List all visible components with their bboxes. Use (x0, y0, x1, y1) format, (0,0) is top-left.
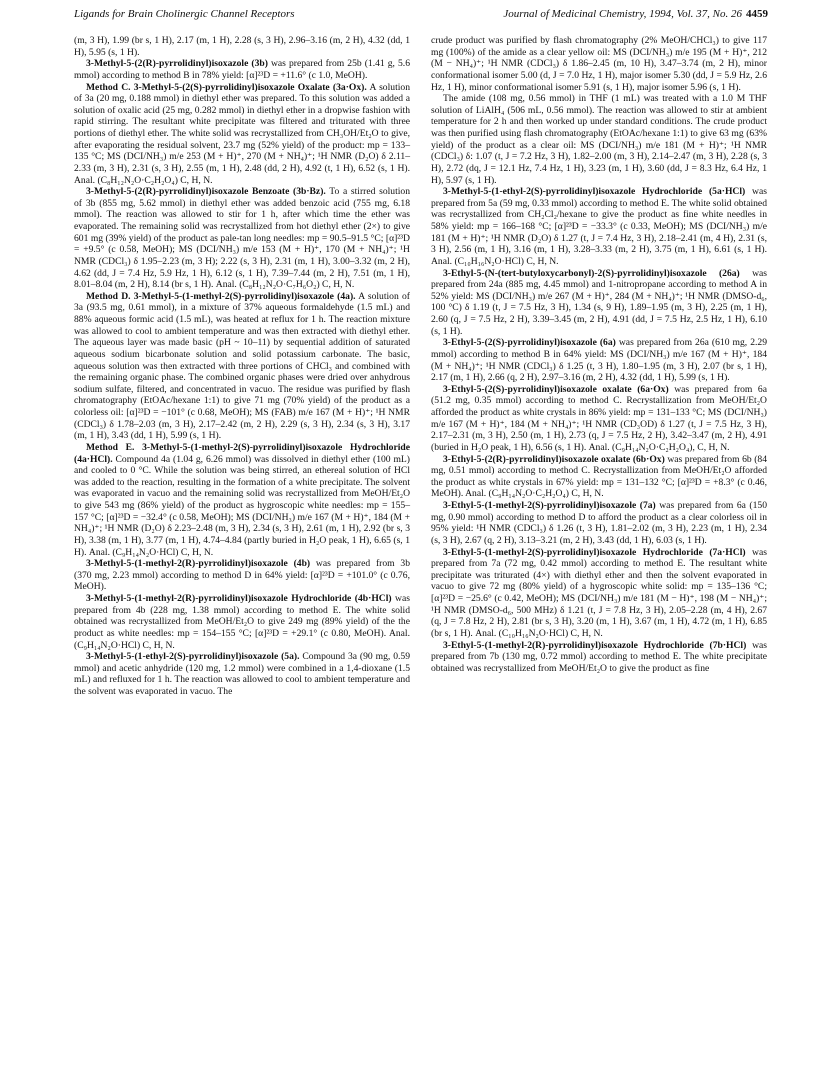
paragraph (431, 384, 767, 454)
paragraph-title: 3-Methyl-5-(1-ethyl-2(S)-pyrrolidinyl)isoxazole Hydrochloride (5a·HCl) (443, 186, 746, 198)
paragraph-body: To a stirred solution of 3b (855 mg, 5.62 mmol) in diethyl ether was added benzoic acid (755 mg, 6.18 mmol). The reaction was allowed to stir for 1 h, after which time the ether was evaporated. The remaining solid was recrystallized from hot diethyl ether (2×) to give 601 mg (39% yield) of the product as pale-tan long needles: mp = 90.5–91.5 °C; [α]²³D = +9.5° (c 0.58, MeOH); MS (DCI/NH₃) m/e 153 (M + H)⁺, 170 (M + NH₄)⁺; ¹H NMR (CDCl₃) δ 1.95–2.23 (m, 3 H); 2.22 (s, 3 H), 2.31 (m, 1 H), 3.00–3.32 (m, 2 H), 4.62 (dd, J = 7.4 Hz, 5.9 Hz, 1 H), 6.12 (s, 1 H), 7.39–7.44 (m, 2 H), 7.51 (m, 1 H), 8.01–8.04 (m, 2 H), 8.14 (br s, 1 H). Anal. (C₈H₁₂N₂O·C₇H₆O₂) C, H, N. (74, 186, 411, 291)
journal-citation (503, 8, 768, 20)
paragraph-body: was prepared from 7a (72 mg, 0.42 mmol) according to method E. The resultant white precipitate was triturated (4×) with diethyl ether and then the solvent evaporated in vacuo to give 72 mg (80% yield) of a hygroscopic white solid: mp = 135–136 °C; [α]²³D = −25.6° (c 0.42, MeOH); MS (DCI/NH₃) m/e 181 (M − H)⁺, 198 (M − NH₄)⁺; ¹H NMR (DMSO-d₆, 500 MHz) δ 1.21 (t, J = 7.8 Hz, 3 H), 2.05–2.28 (m, 4 H), 2.67 (q, J = 7.8 Hz, 2 H), 2.81 (br s, 3 H), 3.20 (m, 1 H), 3.67 (m, 1 H), 4.72 (m, 1 H), 6.85 (br s, 1 H). Anal. (C₁₀H₁₆N₂O·HCl) C, H, N. (431, 546, 767, 639)
paragraph-body: A solution of 3a (93.5 mg, 0.61 mmol), in a mixture of 37% aqueous formaldehyde (1.5 mL) and 88% aqueous formic acid (1.5 mL), was heated at reflux for 1 h. The reaction mixture was allowed to cool to ambient temperature and was then extracted with diethyl ether. The aqueous layer was made basic (pH ~ 10–11) by sequential addition of saturated aqueous sodium bicarbonate solution and solid potassium carbonate. The basic, aqueous solution was then extracted with three portions of CHCl₃ and combined with the remaining organic phase. The combined organic phases were dried over anhydrous sodium sulfate, filtered, and concentrated in vacuo. The residue was purified by flash chromatography (EtOAc/hexane 1:1) to give 71 mg (70% yield) of the product as a colorless oil: [α]²³D = −101° (c 0.68, MeOH); MS (FAB) m/e 167 (M + H)⁺; ¹H NMR (CDCl₃) δ 1.78–2.03 (m, 3 H), 2.17–2.42 (m, 2 H), 2.29 (s, 3 H), 2.34 (s, 3 H), 3.17 (m, 1 H), 3.43 (dd, 1 H), 5.99 (s, 1 H). (74, 290, 410, 442)
paragraph (431, 454, 767, 501)
paragraph-title: Method D. 3-Methyl-5-(1-methyl-2(S)-pyrrolidinyl)isoxazole (4a). (86, 290, 356, 302)
paragraph-body: was prepared from 3b (370 mg, 2.23 mmol) according to method D in 64% yield: [α]²³D = +101.0° (c 0.76, MeOH). (74, 558, 411, 593)
page-number: 4459 (746, 8, 768, 20)
paragraph-body: was prepared from 26a (610 mg, 2.29 mmol) according to method B in 64% yield: MS (DCI/NH₃) m/e 167 (M + H)⁺, 184 (M + NH₄)⁺; ¹H NMR (CDCl₃) δ 1.25 (t, 3 H), 1.80–1.95 (m, 3 H), 2.07 (br s, 1 H), 2.17 (m, 1 H), 2.66 (q, 2 H), 2.97–3.16 (m, 2 H), 4.32 (dd, 1 H), 5.99 (s, 1 H). (431, 337, 768, 384)
paragraph-body: Compound 3a (90 mg, 0.59 mmol) and acetic anhydride (120 mg, 1.2 mmol) were combined in a 1,4-dioxane (1.5 mL) and refluxed for 1 h. The reaction was allowed to cool to ambient temperature and the solvent was evaporated in vacuo. The (74, 651, 410, 697)
paragraph (74, 651, 410, 698)
paragraph (74, 186, 410, 291)
paragraph (431, 547, 767, 640)
paragraph-body: was prepared from 5a (59 mg, 0.33 mmol) according to method E. The white solid obtained was recrystallized from CH₂Cl₂/hexane to give the product as fine white needles in 58% yield: mp = 166–168 °C; [α]²³D = −33.3° (c 0.33, MeOH); MS (DCI/NH₃) m/e 181 (M + H)⁺; ¹H NMR (D₂O) δ 1.27 (t, J = 7.4 Hz, 3 H), 2.18–2.41 (m, 4 H), 2.31 (s, 3 H), 2.56 (m, 1 H), 3.16 (m, 1 H), 3.28–3.33 (m, 2 H), 3.75 (m, 1 H), 6.61 (s, 1 H). Anal. (C₁₀H₁₆N₂O·HCl) C, H, N. (431, 186, 767, 267)
paragraph-title: 3-Ethyl-5-(1-methyl-2(R)-pyrrolidinyl)isoxazole Hydrochloride (7b·HCl) (443, 639, 747, 651)
paragraph-title: 3-Methyl-5-(1-ethyl-2(S)-pyrrolidinyl)isoxazole (5a). (86, 651, 300, 663)
paragraph (74, 82, 410, 187)
paragraph (74, 58, 410, 81)
paragraph-body: was prepared from 6b (84 mg, 0.51 mmol) according to method C. Recrystallization from MeOH/Et₂O afforded the product as white crystals in 67% yield: mp = 131–132 °C; [α]²³D = +8.3° (c 0.46, MeOH). Anal. (C₉H₁₄N₂O·C₂H₂O₄) C, H, N. (431, 453, 768, 500)
paragraph (74, 442, 410, 558)
paragraph (74, 35, 410, 58)
paragraph-title: 3-Methyl-5-(2(R)-pyrrolidinyl)isoxazole (3b) (86, 58, 268, 70)
paragraph-body: was prepared from 24a (885 mg, 4.45 mmol) and 1-nitropropane according to method A in 52% yield: MS (DCI/NH₃) m/e 267 (M + H)⁺, 284 (M + NH₄)⁺; ¹H NMR (DMSO-d₆, 100 °C) δ 1.19 (t, J = 7.5 Hz, 3 H), 1.34 (s, 9 H), 1.89–1.95 (m, 3 H), 2.25 (m, 1 H), 2.60 (q, J = 7.5 Hz, 2 H), 3.39–3.45 (m, 2 H), 4.91 (dd, J = 7.5 Hz, 2.5 Hz, 1 H), 6.10 (s, 1 H). (431, 267, 767, 337)
paragraph (431, 640, 767, 675)
paragraph-body: was prepared from 7b (130 mg, 0.72 mmol) according to method E. The white precipitate obtained was recrystallized from MeOH/Et₂O to give the product as fine (431, 639, 767, 674)
paragraph-title: Method C. 3-Methyl-5-(2(S)-pyrrolidinyl)isoxazole Oxalate (3a·Ox). (86, 81, 367, 93)
right-column (431, 35, 767, 674)
paragraph-title: 3-Ethyl-5-(1-methyl-2(S)-pyrrolidinyl)isoxazole (7a) (443, 500, 656, 511)
paragraph-title: 3-Ethyl-5-(2(S)-pyrrolidinyl)isoxazole (6a) (443, 337, 616, 349)
paragraph-body: was prepared from 6a (51.2 mg, 0.35 mmol) according to method C. Recrystallization from MeOH/Et₂O afforded the product as white crystals in 86% yield: mp = 131–133 °C; MS (DCI/NH₃) m/e 167 (M + H)⁺, 184 (M + NH₄)⁺; ¹H NMR (CD₃OD) δ 1.27 (t, J = 7.5 Hz, 3 H), 2.17–2.31 (m, 3 H), 2.50 (m, 1 H), 2.73 (q, J = 7.5 Hz, 2 H), 3.42–3.47 (m, 2 H), 4.91 (buried in H₂O peak, 1 H), 6.56 (s, 1 H). Anal. (C₉H₁₄N₂O·C₂H₂O₄), C, H, N. (431, 383, 767, 453)
left-column (74, 35, 410, 698)
paragraph-body: crude product was purified by flash chromatography (2% MeOH/CHCl₃) to give 117 mg (100%) of the amide as a clear yellow oil: MS (DCI/NH₃) m/e 195 (M + H)⁺, 212 (M − NH₄)⁺; ¹H NMR (CDCl₃) δ 1.86–2.45 (m, 10 H), 3.47–3.74 (m, 2 H), minor conformational isomer 5.00 (d, J = 7.0 Hz, 1 H), major isomer 5.30 (dd, J = 5.9 Hz, 2.6 Hz, 1 H), minor conformational isomer 5.91 (s, 1 H), major isomer 5.96 (s, 1 H). (431, 35, 767, 93)
paragraph (74, 558, 410, 593)
paragraph-title: 3-Ethyl-5-(1-methyl-2(S)-pyrrolidinyl)isoxazole Hydrochloride (7a·HCl) (443, 546, 746, 558)
paragraph (431, 35, 767, 93)
paragraph (431, 93, 767, 186)
running-title: Ligands for Brain Cholinergic Channel Receptors (74, 8, 295, 20)
paragraph-title: 3-Methyl-5-(2(R)-pyrrolidinyl)isoxazole Benzoate (3b·Bz). (86, 186, 326, 198)
paragraph-title: 3-Ethyl-5-(2(R)-pyrrolidinyl)isoxazole oxalate (6b·Ox) (443, 453, 665, 465)
paragraph (74, 291, 410, 442)
paragraph (74, 593, 410, 651)
paragraph (431, 337, 767, 384)
paragraph-body: Compound 4a (1.04 g, 6.26 mmol) was dissolved in diethyl ether (100 mL) and cooled to 0 °C. While the solution was being stirred, an ethereal solution of HCl was added to the reaction, resulting in the formation of a white precipitate. The solvent was evaporated in vacuo and the remaining solid was recrystallized from MeOH/Et₂O to give 543 mg (86% yield) of the product as hygroscopic white needles: mp = 155–157 °C; [α]²³D = −32.4° (c 0.58, MeOH); MS (DCI/NH₃) m/e 167 (M + H)⁺, 184 (M + NH₄)⁺; ¹H NMR (D₂O) δ 2.23–2.48 (m, 3 H), 2.34 (s, 3 H), 2.61 (m, 1 H), 2.92 (br s, 3 H), 3.38 (m, 1 H), 3.77 (m, 1 H), 4.74–4.84 (partly buried in H₂O peak, 1 H), 6.65 (s, 1 H). Anal. (C₉H₁₄N₂O·HCl) C, H, N. (74, 453, 410, 558)
paragraph-body: A solution of 3a (20 mg, 0.188 mmol) in diethyl ether was prepared. To this solution was added a solution of oxalic acid (25 mg, 0.282 mmol) in diethyl ether in a dropwise fashion with rapid stirring. The resultant white precipitate was filtered and triturated with three portions of diethyl ether. The white solid was recrystallized from CH₃OH/Et₂O to give, after evaporating the residual solvent, 23.7 mg (52% yield) of the product: mp = 133–135 °C; MS (DCI/NH₃) m/e 253 (M + H)⁺, 270 (M + NH₄)⁺; ¹H NMR (D₂O) δ 2.11–2.33 (m, 3 H), 2.31 (s, 3 H), 2.55 (m, 1 H), 2.48 (dd, 2 H), 4.92 (t, 1 H), 6.52 (s, 1 H). Anal. (C₈H₁₂N₂O·C₂H₂O₄) C, H, N. (74, 81, 410, 186)
paragraph-title: Method E. 3-Methyl-5-(1-methyl-2(S)-pyrrolidinyl)isoxazole Hydrochloride (4a·HCl). (74, 441, 410, 465)
paragraph-title: 3-Methyl-5-(1-methyl-2(R)-pyrrolidinyl)isoxazole (4b) (86, 558, 311, 570)
paragraph-body: (m, 3 H), 1.99 (br s, 1 H), 2.17 (m, 1 H), 2.28 (s, 3 H), 2.96–3.16 (m, 2 H), 4.32 (dd, 1 H), 5.95 (s, 1 H). (74, 35, 410, 58)
paragraph-body: was prepared from 6a (150 mg, 0.90 mmol) according to method D to afford the product as a clear colorless oil in 95% yield: ¹H NMR (CDCl₃) δ 1.26 (t, 3 H), 1.81–2.02 (m, 3 H), 2.23 (m, 1 H), 2.34 (s, 3 H), 2.67 (q, 2 H), 3.13–3.21 (m, 2 H), 3.43 (dd, 1 H), 6.03 (s, 1 H). (431, 500, 767, 546)
running-header (74, 8, 768, 24)
paragraph-title: 3-Ethyl-5-(N-(tert-butyloxycarbonyl)-2(S)-pyrrolidinyl)isoxazole (26a) (443, 267, 740, 279)
paragraph-body: was prepared from 25b (1.41 g, 5.6 mmol) according to method B in 78% yield: [α]²³D = +11.6° (c 1.0, MeOH). (74, 58, 410, 81)
paragraph-body: The amide (108 mg, 0.56 mmol) in THF (1 mL) was treated with a 1.0 M THF solution of LiAlH₄ (506 mL, 0.56 mmol). The reaction was allowed to stir at ambient temperature for 2 h and then worked up under standard conditions. The crude product was then purified using flash chromatography (EtOAc/hexane 1:1) to give 63 mg (63% yield) of the product as a clear oil: MS (DCI/NH₃) m/e 181 (M + H)⁺; ¹H NMR (CDCl₃) δ: 1.07 (t, J = 7.2 Hz, 3 H), 1.82–2.00 (m, 3 H), 2.14–2.47 (m, 3 H), 2.28 (s, 3 H), 2.72 (dq, J = 12.1 Hz, 7.4 Hz, 1 H), 3.23 (m, 1 H), 3.60 (dd, J = 8.3 Hz, 6.4 Hz, 1 H), 5.97 (s, 1 H). (431, 93, 767, 186)
paragraph (431, 268, 767, 338)
journal-name: Journal of Medicinal Chemistry, 1994, Vol. 37, No. 26 (503, 8, 742, 20)
paragraph-body: was prepared from 4b (228 mg, 1.38 mmol) according to method E. The white solid obtained was recrystallized from MeOH/Et₂O to give 249 mg (89% yield) of the the product as white needles: mp = 154–155 °C; [α]²³D = +29.1° (c 0.80, MeOH). Anal. (C₉H₁₄N₂O·HCl) C, H, N. (74, 593, 410, 651)
paragraph-title: 3-Ethyl-5-(2(S)-pyrrolidinyl)isoxazole oxalate (6a·Ox) (443, 383, 669, 395)
paragraph-title: 3-Methyl-5-(1-methyl-2(R)-pyrrolidinyl)isoxazole Hydrochloride (4b·HCl) (86, 593, 392, 604)
paragraph (431, 186, 767, 267)
paragraph (431, 500, 767, 547)
